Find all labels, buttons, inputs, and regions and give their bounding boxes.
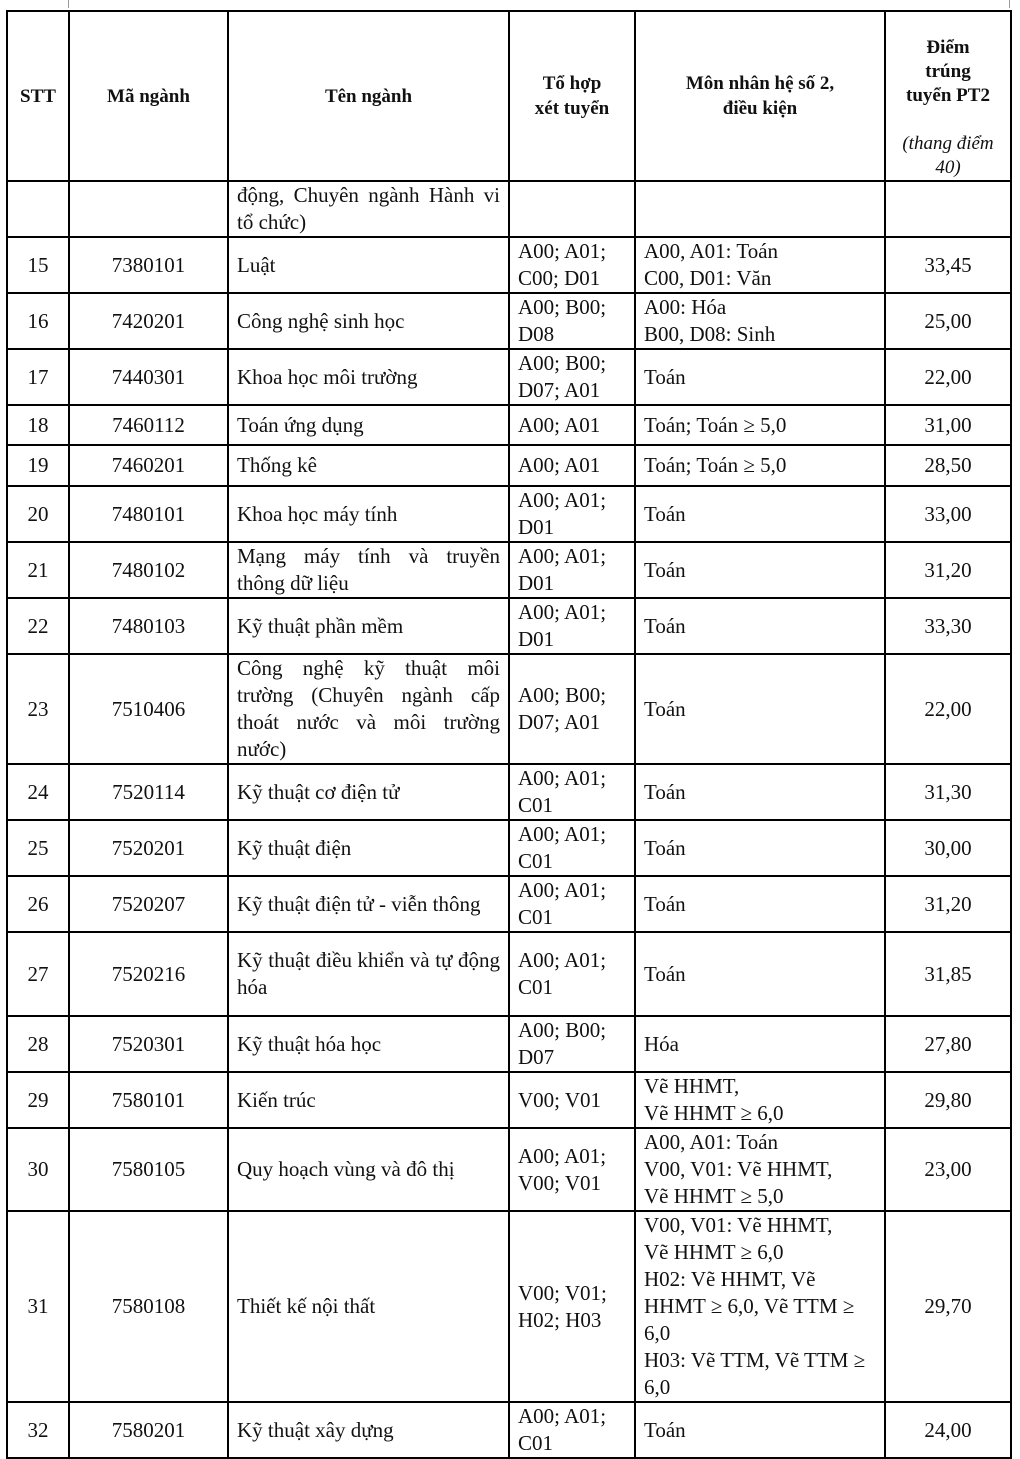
page-edge [68, 0, 1010, 8]
table-row [7, 293, 1011, 349]
table-row [7, 598, 1011, 654]
cell-code: 7580105 [69, 1128, 228, 1211]
cell-subject: Hóa [635, 1016, 885, 1072]
header-row [7, 11, 1011, 181]
table-row [7, 1402, 1011, 1458]
cell-combo: A00; A01; C01 [509, 876, 635, 932]
cell-code: 7520114 [69, 764, 228, 820]
cell-score: 31,20 [885, 542, 1011, 598]
col-header-stt: STT [7, 11, 69, 181]
table-row [7, 1128, 1011, 1211]
cell-name: Kỹ thuật điện tử - viễn thông [228, 876, 509, 932]
table-row [7, 876, 1011, 932]
cell-score: 23,00 [885, 1128, 1011, 1211]
table-row [7, 405, 1011, 445]
table-row [7, 1072, 1011, 1128]
cell-stt: 28 [7, 1016, 69, 1072]
cell-name: Kỹ thuật hóa học [228, 1016, 509, 1072]
cell-stt: 25 [7, 820, 69, 876]
cell-combo: A00; A01; V00; V01 [509, 1128, 635, 1211]
cell-code: 7460112 [69, 405, 228, 445]
cell-combo: A00; A01; C01 [509, 820, 635, 876]
cell-name: động, Chuyên ngành Hành vi tổ chức) [228, 181, 509, 237]
cell-subject: V00, V01: Vẽ HHMT, Vẽ HHMT ≥ 6,0 H02: Vẽ HHMT, Vẽ HHMT ≥ 6,0, Vẽ TTM ≥ 6,0 H03: Vẽ TTM, Vẽ TTM ≥ 6,0 [635, 1211, 885, 1402]
cell-code: 7510406 [69, 654, 228, 764]
cell-combo: A00; A01; D01 [509, 598, 635, 654]
cell-stt: 22 [7, 598, 69, 654]
cell-combo: A00; A01; D01 [509, 542, 635, 598]
cell-code: 7480102 [69, 542, 228, 598]
col-header-diem-label: Điểm trúng tuyển PT2 [906, 37, 990, 106]
cell-score: 31,00 [885, 405, 1011, 445]
cell-name: Kiến trúc [228, 1072, 509, 1128]
cell-score [885, 181, 1011, 237]
cell-subject: Toán [635, 654, 885, 764]
table-row [7, 820, 1011, 876]
cell-subject: Toán; Toán ≥ 5,0 [635, 445, 885, 486]
cell-subject: Toán [635, 820, 885, 876]
cell-name: Toán ứng dụng [228, 405, 509, 445]
table-row [7, 181, 1011, 237]
cell-code: 7380101 [69, 237, 228, 293]
cell-combo: A00; A01; C01 [509, 1402, 635, 1458]
table-row [7, 1211, 1011, 1402]
table-row [7, 654, 1011, 764]
table-row [7, 1016, 1011, 1072]
table-row [7, 486, 1011, 542]
cell-code: 7520201 [69, 820, 228, 876]
cell-combo: A00; B00; D07; A01 [509, 349, 635, 405]
cell-name: Quy hoạch vùng và đô thị [228, 1128, 509, 1211]
cell-combo: A00; A01; D01 [509, 486, 635, 542]
cell-score: 27,80 [885, 1016, 1011, 1072]
cell-stt: 27 [7, 932, 69, 1016]
cell-name: Kỹ thuật cơ điện tử [228, 764, 509, 820]
cell-name: Thiết kế nội thất [228, 1211, 509, 1402]
cell-name: Thống kê [228, 445, 509, 486]
cell-stt: 32 [7, 1402, 69, 1458]
cell-score: 22,00 [885, 349, 1011, 405]
cell-code: 7420201 [69, 293, 228, 349]
cell-subject: Toán [635, 932, 885, 1016]
cell-stt: 26 [7, 876, 69, 932]
col-header-to-hop: Tổ hợp xét tuyển [509, 11, 635, 181]
cell-code: 7580101 [69, 1072, 228, 1128]
cell-score: 33,30 [885, 598, 1011, 654]
cell-subject: Toán [635, 542, 885, 598]
cell-code: 7440301 [69, 349, 228, 405]
cell-combo: A00; A01 [509, 445, 635, 486]
cell-score: 28,50 [885, 445, 1011, 486]
cell-name: Mạng máy tính và truyền thông dữ liệu [228, 542, 509, 598]
cell-subject: Toán [635, 1402, 885, 1458]
cell-name: Khoa học môi trường [228, 349, 509, 405]
cell-subject: Toán [635, 876, 885, 932]
cell-code: 7460201 [69, 445, 228, 486]
cell-stt: 20 [7, 486, 69, 542]
cell-score: 31,85 [885, 932, 1011, 1016]
cell-combo: A00; B00; D07; A01 [509, 654, 635, 764]
cell-score: 30,00 [885, 820, 1011, 876]
cell-score: 24,00 [885, 1402, 1011, 1458]
cell-name: Công nghệ sinh học [228, 293, 509, 349]
cell-stt: 15 [7, 237, 69, 293]
cell-name: Khoa học máy tính [228, 486, 509, 542]
cell-code: 7580108 [69, 1211, 228, 1402]
cell-subject: Toán [635, 598, 885, 654]
cell-score: 29,70 [885, 1211, 1011, 1402]
col-header-ma-nganh: Mã ngành [69, 11, 228, 181]
cell-combo: A00; B00; D07 [509, 1016, 635, 1072]
table-row [7, 542, 1011, 598]
cell-stt: 23 [7, 654, 69, 764]
cell-score: 33,45 [885, 237, 1011, 293]
cell-code: 7520207 [69, 876, 228, 932]
cell-score: 25,00 [885, 293, 1011, 349]
col-header-mon-nhan: Môn nhân hệ số 2, điều kiện [635, 11, 885, 181]
cell-name: Kỹ thuật phần mềm [228, 598, 509, 654]
table-row [7, 932, 1011, 1016]
cell-stt: 24 [7, 764, 69, 820]
cell-subject: Vẽ HHMT, Vẽ HHMT ≥ 6,0 [635, 1072, 885, 1128]
cell-subject: A00, A01: Toán C00, D01: Văn [635, 237, 885, 293]
cell-combo: A00; A01; C01 [509, 764, 635, 820]
cell-score: 31,20 [885, 876, 1011, 932]
cell-stt: 31 [7, 1211, 69, 1402]
table-row [7, 349, 1011, 405]
cell-subject: A00: Hóa B00, D08: Sinh [635, 293, 885, 349]
cell-subject [635, 181, 885, 237]
col-header-diem-sub: (thang điểm 40) [902, 133, 994, 178]
cell-combo: V00; V01; H02; H03 [509, 1211, 635, 1402]
col-header-diem [885, 11, 1011, 181]
cell-stt: 16 [7, 293, 69, 349]
cell-stt: 18 [7, 405, 69, 445]
cell-score: 29,80 [885, 1072, 1011, 1128]
cell-subject: Toán; Toán ≥ 5,0 [635, 405, 885, 445]
cell-stt: 29 [7, 1072, 69, 1128]
cell-combo: A00; A01 [509, 405, 635, 445]
cell-name: Công nghệ kỹ thuật môi trường (Chuyên ngành cấp thoát nước và môi trường nước) [228, 654, 509, 764]
cell-subject: Toán [635, 349, 885, 405]
cell-subject: Toán [635, 764, 885, 820]
cell-stt: 30 [7, 1128, 69, 1211]
cell-combo: A00; B00; D08 [509, 293, 635, 349]
cell-name: Luật [228, 237, 509, 293]
cell-code: 7580201 [69, 1402, 228, 1458]
cell-score: 22,00 [885, 654, 1011, 764]
cell-subject: A00, A01: Toán V00, V01: Vẽ HHMT, Vẽ HHMT ≥ 5,0 [635, 1128, 885, 1211]
cell-code: 7520301 [69, 1016, 228, 1072]
cell-combo: A00; A01; C00; D01 [509, 237, 635, 293]
cell-stt: 19 [7, 445, 69, 486]
cell-name: Kỹ thuật xây dựng [228, 1402, 509, 1458]
col-header-ten-nganh: Tên ngành [228, 11, 509, 181]
cell-code [69, 181, 228, 237]
cell-stt: 17 [7, 349, 69, 405]
cell-stt [7, 181, 69, 237]
admission-score-table [6, 10, 1012, 1459]
cell-combo: A00; A01; C01 [509, 932, 635, 1016]
cell-code: 7520216 [69, 932, 228, 1016]
cell-stt: 21 [7, 542, 69, 598]
table-row [7, 237, 1011, 293]
cell-score: 31,30 [885, 764, 1011, 820]
cell-name: Kỹ thuật điều khiển và tự động hóa [228, 932, 509, 1016]
cell-subject: Toán [635, 486, 885, 542]
table-row [7, 445, 1011, 486]
cell-score: 33,00 [885, 486, 1011, 542]
cell-combo [509, 181, 635, 237]
table-row [7, 764, 1011, 820]
cell-code: 7480103 [69, 598, 228, 654]
cell-code: 7480101 [69, 486, 228, 542]
cell-combo: V00; V01 [509, 1072, 635, 1128]
cell-name: Kỹ thuật điện [228, 820, 509, 876]
